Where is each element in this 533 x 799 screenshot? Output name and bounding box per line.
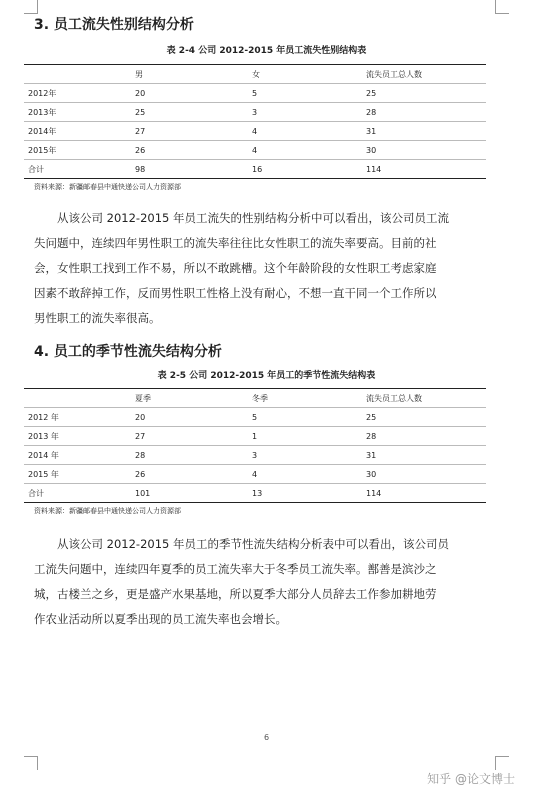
table-cell: 男 xyxy=(131,65,248,84)
table-cell: 27 xyxy=(131,122,248,141)
table-cell: 合计 xyxy=(24,484,131,503)
table-cell: 30 xyxy=(362,141,486,160)
page-number: 6 xyxy=(263,733,270,742)
table-cell: 28 xyxy=(362,103,486,122)
paragraph-line: 从该公司 2012-2015 年员工流失的性别结构分析中可以看出，该公司员工流 xyxy=(57,211,449,225)
table-cell: 4 xyxy=(248,465,362,484)
page-corner-mark xyxy=(24,0,38,14)
paragraph-line: 工流失问题中，连续四年夏季的员工流失率大于冬季员工流失率。鄯善是滨沙之 xyxy=(34,562,437,576)
paragraph-line: 失问题中，连续四年男性职工的流失率往往比女性职工的流失率要高。目前的社 xyxy=(34,236,437,250)
table-row xyxy=(24,84,486,103)
paragraph-line: 从该公司 2012-2015 年员工的季节性流失结构分析表中可以看出，该公司员 xyxy=(57,537,449,551)
table-header-row xyxy=(24,65,486,84)
table-row xyxy=(24,446,486,465)
table-row xyxy=(24,408,486,427)
table-cell: 2014 年 xyxy=(24,446,131,465)
table-cell xyxy=(24,389,131,408)
table-row xyxy=(24,141,486,160)
paragraph-line: 作农业活动所以夏季出现的员工流失率也会增长。 xyxy=(34,612,287,626)
table-cell: 夏季 xyxy=(131,389,248,408)
watermark-text: 知乎 @论文博士 xyxy=(427,772,515,786)
table-header-row xyxy=(24,389,486,408)
table-cell: 5 xyxy=(248,84,362,103)
table-cell: 冬季 xyxy=(248,389,362,408)
table-cell: 25 xyxy=(362,84,486,103)
table-cell: 3 xyxy=(248,446,362,465)
table-caption: 表 2-5 公司 2012-2015 年员工的季节性流失结构表 xyxy=(157,371,376,381)
paragraph-line: 城，古楼兰之乡，更是盛产水果基地，所以夏季大部分人员辞去工作参加耕地劳 xyxy=(34,587,437,601)
page-corner-mark xyxy=(24,756,38,770)
section-heading: 3. 员工流失性别结构分析 xyxy=(34,17,194,33)
table-cell: 20 xyxy=(131,408,248,427)
table-cell: 26 xyxy=(131,141,248,160)
table-cell: 2015年 xyxy=(24,141,131,160)
section-heading: 4. 员工的季节性流失结构分析 xyxy=(34,344,222,360)
table-cell: 2014年 xyxy=(24,122,131,141)
table-cell: 2012年 xyxy=(24,84,131,103)
table-cell: 13 xyxy=(248,484,362,503)
paragraph-line: 会，女性职工找到工作不易，所以不敢跳槽。这个年龄阶段的女性职工考虑家庭 xyxy=(34,261,437,275)
table-cell: 25 xyxy=(131,103,248,122)
table-cell: 114 xyxy=(362,484,486,503)
table-cell: 20 xyxy=(131,84,248,103)
table-cell: 27 xyxy=(131,427,248,446)
page-corner-mark xyxy=(495,0,509,14)
table-cell: 16 xyxy=(248,160,362,179)
table-row xyxy=(24,427,486,446)
table-cell xyxy=(24,65,131,84)
body-paragraph xyxy=(34,532,494,632)
table-cell: 30 xyxy=(362,465,486,484)
paragraph-line: 因素不敢辞掉工作，反而男性职工性格上没有耐心，不想一直干同一个工作所以 xyxy=(34,286,437,300)
table-cell: 2013年 xyxy=(24,103,131,122)
table-cell: 28 xyxy=(131,446,248,465)
table-total-row xyxy=(24,160,486,179)
table-cell: 28 xyxy=(362,427,486,446)
table-cell: 26 xyxy=(131,465,248,484)
table-cell: 合计 xyxy=(24,160,131,179)
table-cell: 2012 年 xyxy=(24,408,131,427)
table-cell: 流失员工总人数 xyxy=(362,65,486,84)
table-cell: 31 xyxy=(362,122,486,141)
paragraph-line: 男性职工的流失率很高。 xyxy=(34,311,161,325)
table-cell: 女 xyxy=(248,65,362,84)
table-cell: 101 xyxy=(131,484,248,503)
table-cell: 25 xyxy=(362,408,486,427)
table-total-row xyxy=(24,484,486,503)
page-corner-mark xyxy=(495,756,509,770)
table-cell: 3 xyxy=(248,103,362,122)
table-row xyxy=(24,122,486,141)
table-cell: 4 xyxy=(248,122,362,141)
table-cell: 流失员工总人数 xyxy=(362,389,486,408)
table-source-note: 资料来源：新疆邮春县中通快递公司人力资源部 xyxy=(34,507,181,515)
body-paragraph xyxy=(34,206,494,331)
table-cell: 4 xyxy=(248,141,362,160)
table-row xyxy=(24,465,486,484)
table-caption: 表 2-4 公司 2012-2015 年员工流失性别结构表 xyxy=(166,46,367,56)
table-cell: 2015 年 xyxy=(24,465,131,484)
gender-turnover-table xyxy=(24,64,486,179)
table-cell: 98 xyxy=(131,160,248,179)
table-row xyxy=(24,103,486,122)
seasonal-turnover-table xyxy=(24,388,486,503)
table-source-note: 资料来源：新疆邮春县中通快递公司人力资源部 xyxy=(34,183,181,191)
table-cell: 114 xyxy=(362,160,486,179)
table-cell: 1 xyxy=(248,427,362,446)
table-cell: 5 xyxy=(248,408,362,427)
table-cell: 2013 年 xyxy=(24,427,131,446)
table-cell: 31 xyxy=(362,446,486,465)
